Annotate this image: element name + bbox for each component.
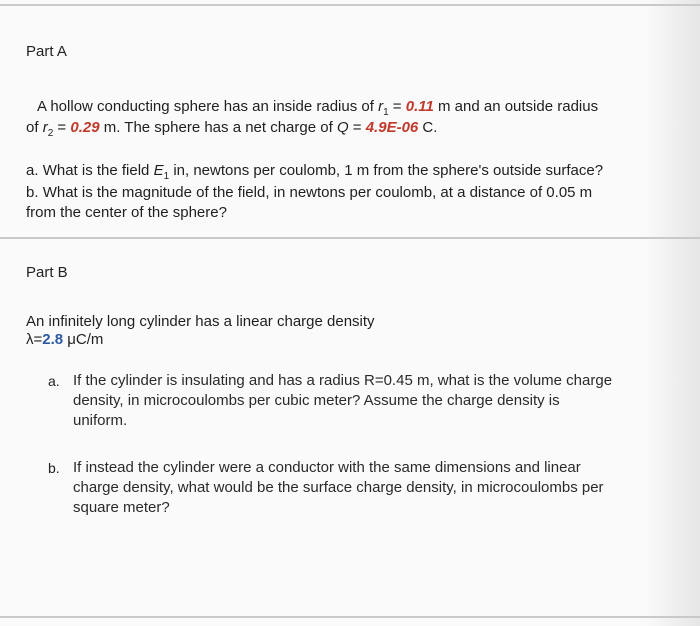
e-symbol: E (153, 162, 164, 179)
part-b-item-a-line3: uniform. (73, 412, 128, 429)
part-b-item-b-line2: charge density, what would be the surface charge density, in microcoulombs per (73, 479, 604, 496)
r2-value: 0.29 (70, 119, 100, 136)
r2-symbol: r (42, 119, 48, 136)
q-value: 4.9E-06 (365, 119, 419, 136)
text: m and an outside radius (433, 98, 599, 115)
page-edge-shadow (645, 0, 700, 626)
part-b-intro-line1: An infinitely long cylinder has a linear charge density (26, 313, 375, 330)
question-label: b. (26, 184, 39, 201)
r2-subscript: 2 (47, 128, 54, 139)
part-b-item-b-label: b. (48, 460, 60, 476)
top-divider (0, 4, 700, 6)
part-b-item-a-line1: If the cylinder is insulating and has a radius R=0.45 m, what is the volume charge (73, 372, 613, 389)
lambda-value: 2.8 (42, 331, 64, 348)
text: A hollow conducting sphere has an inside radius of (37, 98, 379, 115)
q-symbol: Q (336, 119, 349, 136)
part-b-item-a-label: a. (48, 373, 60, 389)
r1-symbol: r (378, 98, 384, 115)
part-b-item-b-line3: square meter? (73, 499, 170, 516)
part-b-intro-line2 (26, 330, 103, 350)
text: What is the field (42, 162, 154, 179)
text: = (348, 119, 366, 136)
text: of (26, 119, 43, 136)
r1-value: 0.11 (405, 98, 434, 115)
part-b-item-a-line2: density, in microcoulombs per cubic meter? Assume the charge density is (73, 392, 560, 409)
section-divider (0, 237, 700, 239)
text: = (53, 119, 71, 136)
part-a-intro-line2 (26, 118, 437, 144)
e-subscript: 1 (163, 171, 170, 182)
part-a-question-b-line1 (26, 183, 592, 203)
text: m. The sphere has a net charge of (99, 119, 337, 136)
bottom-divider (0, 616, 700, 618)
text: in, newtons per coulomb, 1 m from the sphere's outside surface? (169, 162, 604, 179)
r1-subscript: 1 (383, 107, 389, 118)
lambda-symbol: λ= (26, 331, 43, 348)
text: C. (418, 119, 438, 136)
part-a-question-b-line2: from the center of the sphere? (26, 204, 227, 221)
text: = (388, 98, 406, 115)
part-b-item-b-line1: If instead the cylinder were a conductor with the same dimensions and linear (73, 459, 581, 476)
part-a-title: Part A (26, 43, 67, 60)
part-b-title: Part B (26, 264, 68, 281)
lambda-unit: μC/m (63, 331, 104, 348)
question-label: a. (26, 162, 39, 179)
text: What is the magnitude of the field, in newtons per coulomb, at a distance of 0.05 m (42, 184, 593, 201)
